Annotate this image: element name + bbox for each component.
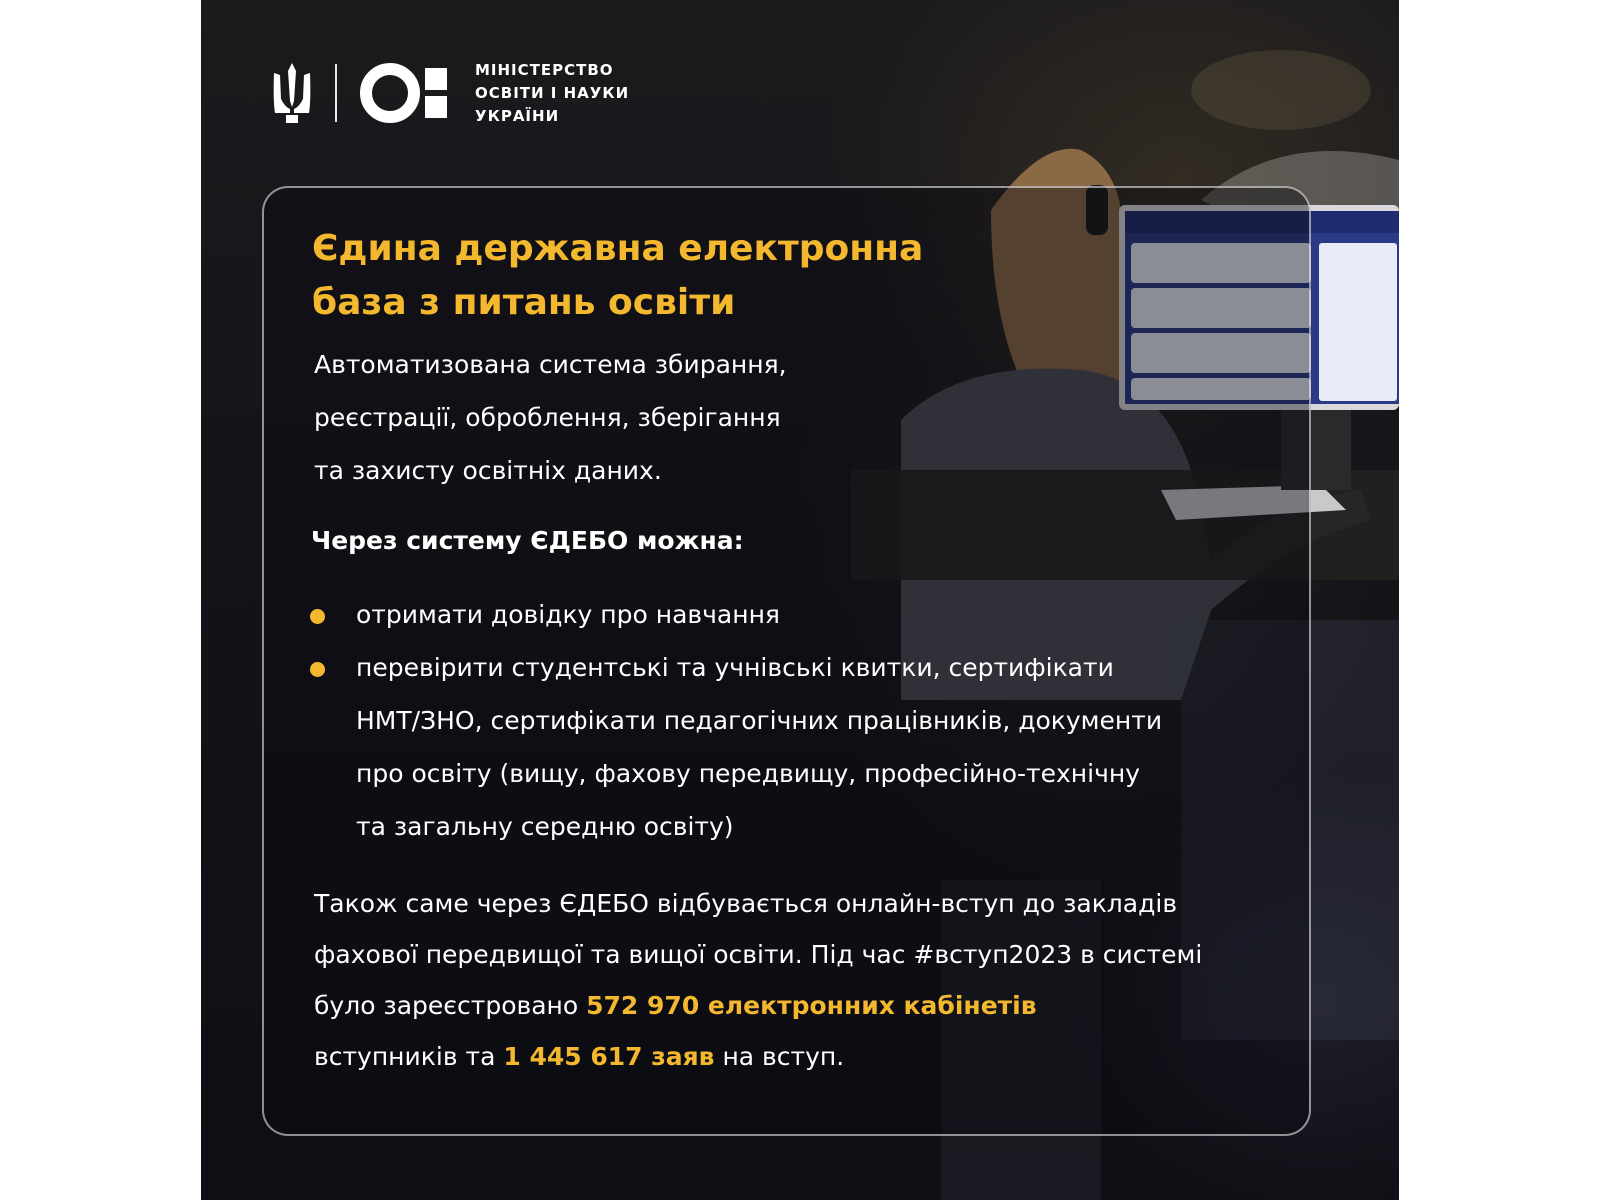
poster xyxy=(201,0,1399,1200)
lead-line-2: реєстрації, оброблення, зберігання xyxy=(314,403,781,432)
final-line-3-prefix: було зареєстровано xyxy=(314,991,587,1020)
bullet-2-line-2: НМТ/ЗНО, сертифікати педагогічних працівників, документи xyxy=(356,706,1163,735)
lead-line-1: Автоматизована система збирання, xyxy=(314,350,787,379)
final-line-1: Також саме через ЄДЕБО відбувається онлайн-вступ до закладів xyxy=(314,889,1178,918)
lead-line-3: та захисту освітніх даних. xyxy=(314,456,662,485)
ministry-line-2: ОСВІТИ І НАУКИ xyxy=(475,83,630,102)
bullet-dot-icon xyxy=(310,609,325,624)
final-line-2: фахової передвищої та вищої освіти. Під час #вступ2023 в системі xyxy=(314,940,1203,969)
list-item xyxy=(310,641,1270,853)
bullet-2-line-3: про освіту (вищу, фахову передвищу, професійно-технічну xyxy=(356,759,1140,788)
card-lead xyxy=(314,338,914,497)
info-card xyxy=(262,186,1311,1136)
card-final-paragraph xyxy=(314,878,1294,1082)
card-title xyxy=(312,222,1012,330)
trident-icon xyxy=(271,61,313,125)
ministry-header xyxy=(271,58,629,128)
list-item xyxy=(310,588,1270,641)
title-line-1: Єдина державна електронна xyxy=(312,228,924,269)
bullet-2-line-4: та загальну середню освіту) xyxy=(356,812,734,841)
title-line-2: база з питань освіти xyxy=(312,282,736,323)
ministry-name xyxy=(475,59,629,128)
screen-sidebar xyxy=(1319,243,1397,401)
header-divider xyxy=(335,64,337,122)
ministry-line-1: МІНІСТЕРСТВО xyxy=(475,60,614,79)
bullet-dot-icon xyxy=(310,662,325,677)
applications-count-highlight: 1 445 617 заяв xyxy=(503,1042,715,1071)
mon-logo-icon xyxy=(359,62,453,124)
lamp-glow xyxy=(1191,50,1371,130)
final-line-4-prefix: вступників та xyxy=(314,1042,504,1071)
bullet-2-line-1: перевірити студентські та учнівські квитки, сертифікати xyxy=(356,653,1114,682)
final-line-4-suffix: на вступ. xyxy=(714,1042,845,1071)
cabinets-count-highlight: 572 970 електронних кабінетів xyxy=(586,991,1037,1020)
feature-list xyxy=(310,588,1270,853)
ministry-line-3: УКРАЇНИ xyxy=(475,106,560,125)
card-subhead: Через систему ЄДЕБО можна: xyxy=(311,526,744,555)
bullet-1-line-1: отримати довідку про навчання xyxy=(356,600,780,629)
